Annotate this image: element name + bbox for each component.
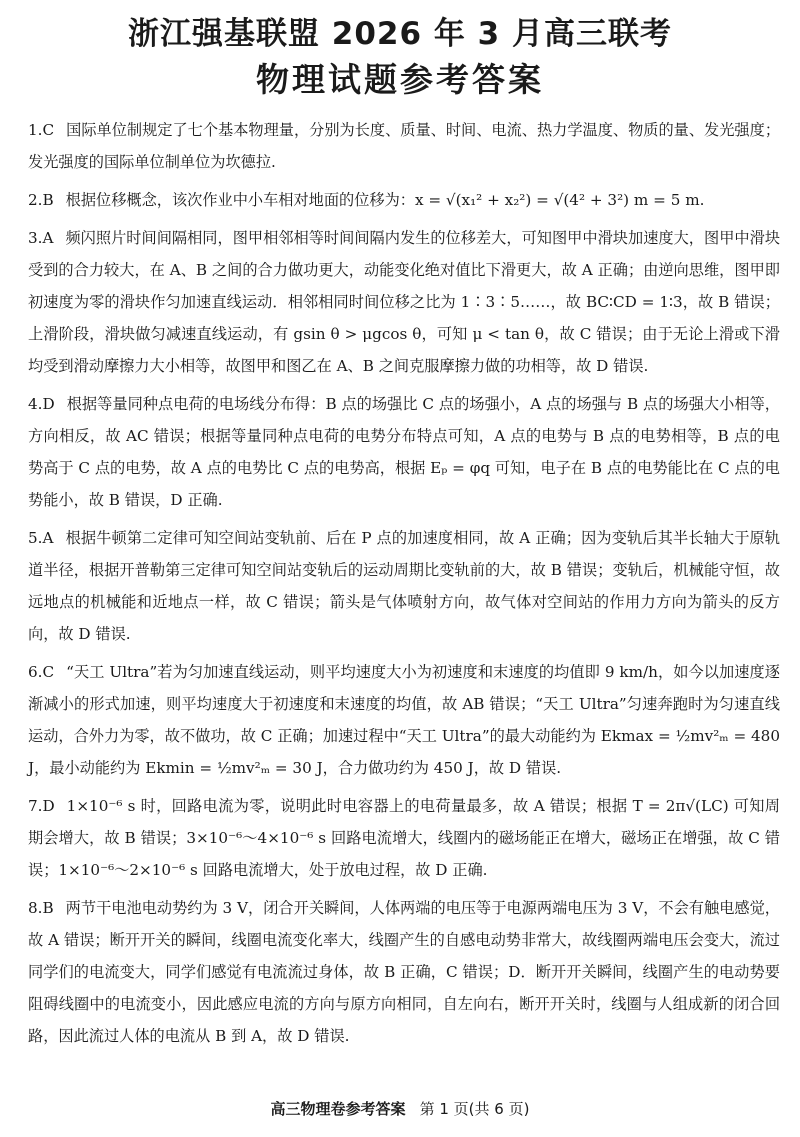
document-title: 物理试题参考答案: [256, 60, 544, 99]
answer-number: 6.C: [28, 663, 55, 681]
answer-number: 1.C: [28, 121, 55, 139]
answer-explanation: 两节干电池电动势约为 3 V，闭合开关瞬间，人体两端的电压等于电源两端电压为 3 V，不会有触电感觉，故 A 错误；断开开关的瞬间，线圈电流变化率大，线圈产生的自感电动势非常大，故线圈两端电压会变大，流过同学们的电流变大，同学们感觉有电流流过身体，故 B 正确，C 错误；D．断开开关瞬间，线圈产生的电动势要阻碍线圈中的电流变小，因此感应电流的方向与原方向相同，自左向右，断开开关时，线圈与人组成新的闭合回路，因此流过人体的电流从 B 到 A，故 D 错误.: [28, 899, 780, 1045]
answer-explanation: “天工 Ultra”若为匀加速直线运动，则平均速度大小为初速度和末速度的均值即 9 km/h，如今以加速度逐渐减小的形式加速，则平均速度大于初速度和末速度的均值，故 AB 错误；“天工 Ultra”匀速奔跑时为匀速直线运动，合外力为零，故不做功，故 C 正确；加速过程中“天工 Ultra”的最大动能约为 Ekmax = ½mv²ₘ = 480 J，最小动能约为 Ekmin = ½mv²ₘ = 30 J，合力做功约为 450 J，故 D 错误.: [28, 663, 780, 777]
answer-item-2: [28, 184, 780, 216]
answer-number: 4.D: [28, 395, 55, 413]
answer-number: 2.B: [28, 191, 54, 209]
answer-item-5: [28, 522, 780, 650]
answer-number: 5.A: [28, 529, 54, 547]
page-footer: [0, 1098, 800, 1120]
answer-explanation: 根据位移概念，该次作业中小车相对地面的位移为：x = √(x₁² + x₂²) = √(4² + 3²) m = 5 m.: [65, 191, 705, 209]
answer-item-3: [28, 222, 780, 382]
answer-explanation: 1×10⁻⁶ s 时，回路电流为零，说明此时电容器上的电荷量最多，故 A 错误；根据 T = 2π√(LC) 可知周期会增大，故 B 错误；3×10⁻⁶～4×10⁻⁶ s 回路电流增大，线圈内的磁场能正在增大，磁场正在增强，故 C 错误；1×10⁻⁶～2×10⁻⁶ s 回路电流增大，处于放电过程，故 D 正确.: [28, 797, 780, 879]
answer-item-6: [28, 656, 780, 784]
answer-item-4: [28, 388, 780, 516]
answer-list: [28, 114, 780, 1058]
answer-explanation: 国际单位制规定了七个基本物理量，分别为长度、质量、时间、电流、热力学温度、物质的量、发光强度；发光强度的国际单位制单位为坎德拉.: [28, 121, 780, 171]
page-number: 第 1 页(共 6 页): [419, 1100, 530, 1118]
answer-number: 7.D: [28, 797, 55, 815]
answer-number: 3.A: [28, 229, 54, 247]
footer-label: 高三物理卷参考答案: [270, 1100, 406, 1118]
answer-explanation: 根据牛顿第二定律可知空间站变轨前、后在 P 点的加速度相同，故 A 正确；因为变轨后其半长轴大于原轨道半径，根据开普勒第三定律可知空间站变轨后的运动周期比变轨前的大，故 B 错误；变轨后，机械能守恒，故远地点的机械能和近地点一样，故 C 错误；箭头是气体喷射方向，故气体对空间站的作用力方向为箭头的反方向，故 D 错误.: [28, 529, 780, 643]
exam-title: 浙江强基联盟 2026 年 3 月高三联考: [127, 16, 673, 52]
answer-explanation: 频闪照片时间间隔相同，图甲相邻相等时间间隔内发生的位移差大，可知图甲中滑块加速度大，图甲中滑块受到的合力较大，在 A、B 之间的合力做功更大，动能变化绝对值比下滑更大，故 A 正确；由逆向思维，图甲即初速度为零的滑块作匀加速直线运动．相邻相同时间位移之比为 1∶3∶5……，故 BC∶CD = 1∶3，故 B 错误；上滑阶段，滑块做匀减速直线运动，有 gsin θ > μgcos θ，可知 μ < tan θ，故 C 错误；由于无论上滑或下滑均受到滑动摩擦力大小相等，故图甲和图乙在 A、B 之间克服摩擦力做的功相等，故 D 错误.: [28, 229, 780, 375]
answer-item-8: [28, 892, 780, 1052]
answer-item-1: [28, 114, 780, 178]
answer-number: 8.B: [28, 899, 54, 917]
answer-explanation: 根据等量同种点电荷的电场线分布得：B 点的场强比 C 点的场强小，A 点的场强与 B 点的场强大小相等，方向相反，故 AC 错误；根据等量同种点电荷的电势分布特点可知，A 点的电势与 B 点的电势相等，B 点的电势高于 C 点的电势，故 A 点的电势比 C 点的电势高，根据 Eₚ = φq 可知，电子在 B 点的电势能比在 C 点的电势能小，故 B 错误，D 正确.: [28, 395, 780, 509]
answer-item-7: [28, 790, 780, 886]
